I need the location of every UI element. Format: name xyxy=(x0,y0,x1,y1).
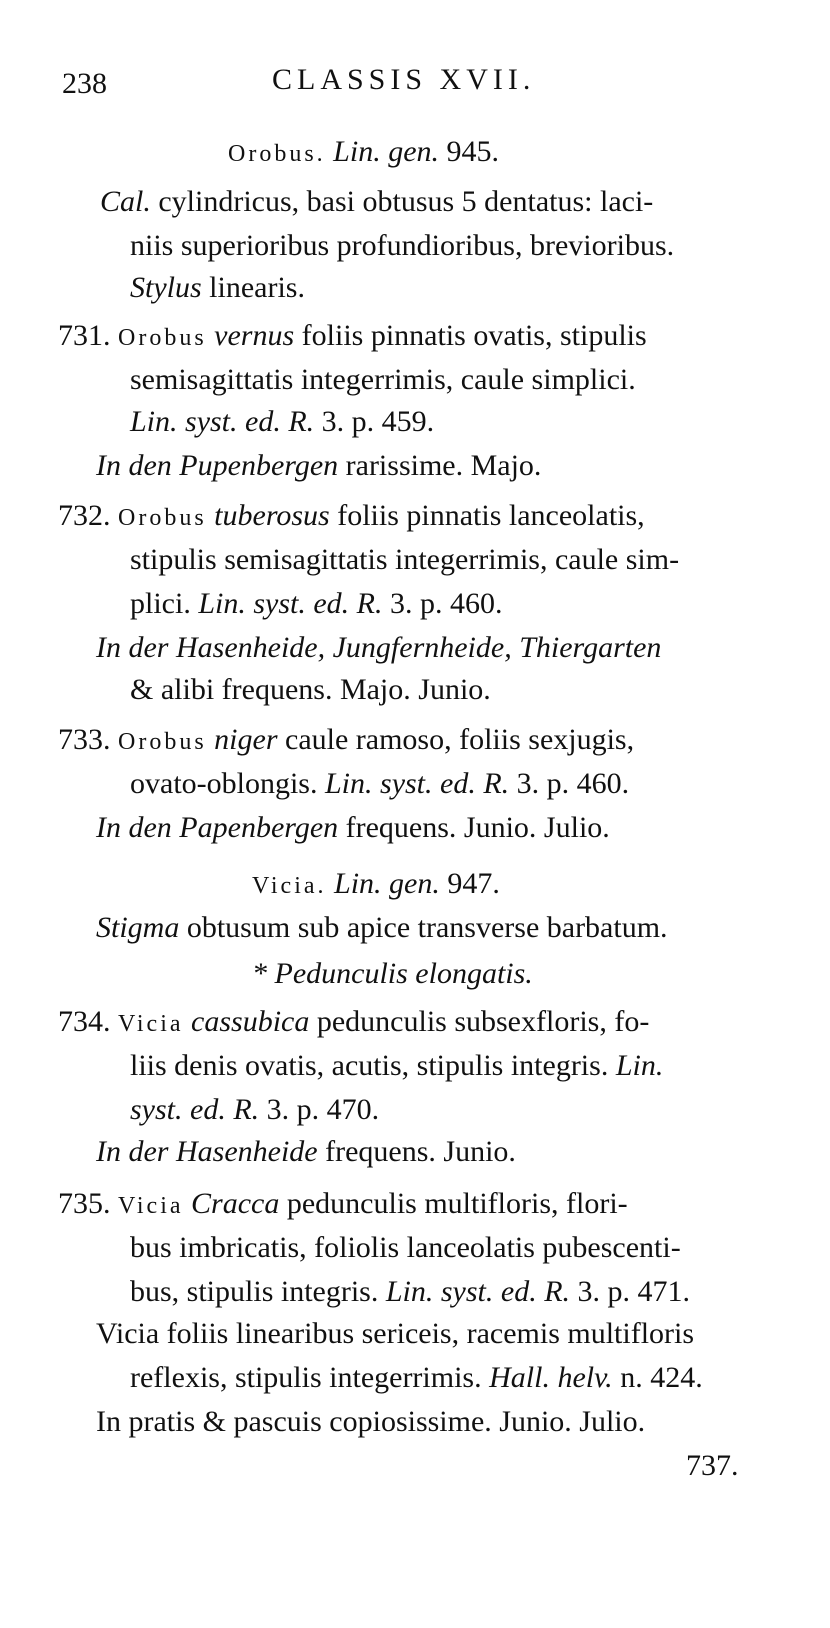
entry-number: 733. xyxy=(58,723,111,756)
entry-731-habitat xyxy=(96,448,541,484)
description-text: cylindricus, basi obtusus 5 dentatus: laci- xyxy=(158,185,654,218)
entry-733-line xyxy=(58,722,634,760)
reference: Lin. xyxy=(615,1049,664,1082)
reference-page: 3. p. 459. xyxy=(321,405,435,438)
reference: syst. ed. R. xyxy=(130,1093,260,1126)
entry-734-line xyxy=(130,1048,663,1084)
entry-genus: Vicia xyxy=(118,1011,184,1037)
entry-733-line xyxy=(130,766,629,802)
entry-734-habitat xyxy=(96,1134,516,1170)
term-label: Cal. xyxy=(100,185,151,218)
subsection-heading: * Pedunculis elongatis. xyxy=(252,957,533,990)
entry-text: foliis pinnatis ovatis, stipulis xyxy=(301,319,647,352)
habitat-text: frequens. Junio. Julio. xyxy=(345,811,610,844)
genus-name: Vicia. xyxy=(252,873,327,899)
entry-genus: Orobus xyxy=(118,325,207,351)
entry-species: Cracca xyxy=(191,1187,280,1220)
genus-description-line: niis superioribus profundioribus, brevioribus. xyxy=(130,229,675,262)
entry-731-line xyxy=(58,318,647,356)
entry-732-line xyxy=(58,498,645,536)
genus-name: Orobus. xyxy=(228,141,326,167)
habitat-place: In den Pupenbergen xyxy=(96,449,339,482)
entry-735-line xyxy=(130,1274,690,1310)
reference: Hall. helv. xyxy=(489,1361,613,1394)
reference: Lin. syst. ed. R. xyxy=(385,1275,571,1308)
entry-number: 732. xyxy=(58,499,111,532)
reference: Lin. syst. ed. R. xyxy=(130,405,315,438)
genus-reference: Lin. gen. xyxy=(333,135,440,168)
description-text: obtusum sub apice transverse barbatum. xyxy=(186,911,668,944)
genus-heading-orobus xyxy=(228,134,499,172)
entry-733-habitat xyxy=(96,810,610,846)
entry-text: caule ramoso, foliis sexjugis, xyxy=(285,723,635,756)
reference-page: 3. p. 470. xyxy=(266,1093,380,1126)
entry-732-habitat: & alibi frequens. Majo. Junio. xyxy=(130,673,491,706)
entry-species: cassubica xyxy=(191,1005,310,1038)
entry-734-line xyxy=(58,1004,649,1042)
reference-page: n. 424. xyxy=(620,1361,703,1394)
reference-page: 3. p. 460. xyxy=(516,767,630,800)
term-label: Stylus xyxy=(130,271,202,304)
term-label: Stigma xyxy=(96,911,180,944)
reference: Lin. syst. ed. R. xyxy=(325,767,510,800)
genus-number: 947. xyxy=(447,867,500,900)
entry-734-line xyxy=(130,1092,379,1128)
entry-735-synonym xyxy=(130,1360,703,1396)
entry-text: pedunculis multifloris, flori- xyxy=(286,1187,628,1220)
reference-page: 3. p. 471. xyxy=(577,1275,691,1308)
entry-text: pedunculis subsexfloris, fo- xyxy=(316,1005,650,1038)
entry-number: 734. xyxy=(58,1005,111,1038)
entry-735-habitat: In pratis & pascuis copiosissime. Junio. Julio. xyxy=(96,1405,646,1438)
entry-732-line: stipulis semisagittatis integerrimis, caule sim- xyxy=(130,543,680,576)
habitat-text: frequens. Junio. xyxy=(325,1135,516,1168)
running-title: CLASSIS XVII. xyxy=(272,63,536,96)
reference-page: 3. p. 460. xyxy=(390,587,503,620)
genus-number: 945. xyxy=(446,135,500,168)
genus-description-line xyxy=(100,184,653,220)
synonym-text: reflexis, stipulis integerrimis. xyxy=(130,1361,482,1394)
genus-description-line xyxy=(130,270,305,306)
description-text: linearis. xyxy=(209,271,305,304)
entry-genus: Orobus xyxy=(118,505,207,531)
entry-732-habitat: In der Hasenheide, Jungfernheide, Thiergarten xyxy=(96,631,662,664)
page-number: 238 xyxy=(62,67,107,100)
entry-number: 731. xyxy=(58,319,111,352)
habitat-text: rarissime. Majo. xyxy=(345,449,542,482)
catchword: 737. xyxy=(686,1449,739,1482)
entry-text: ovato-oblongis. xyxy=(130,767,318,800)
entry-text: bus, stipulis integris. xyxy=(130,1275,379,1308)
habitat-place: In der Hasenheide xyxy=(96,1135,318,1168)
entry-genus: Vicia xyxy=(118,1193,184,1219)
entry-731-line: semisagittatis integerrimis, caule simplici. xyxy=(130,363,636,396)
entry-735-synonym: Vicia foliis linearibus sericeis, racemis multifloris xyxy=(96,1317,695,1350)
entry-species: niger xyxy=(214,723,278,756)
entry-735-line xyxy=(58,1186,628,1224)
reference: Lin. syst. ed. R. xyxy=(198,587,383,620)
genus-description-line xyxy=(96,910,668,946)
entry-species: tuberosus xyxy=(214,499,330,532)
entry-735-line: bus imbricatis, foliolis lanceolatis pubescenti- xyxy=(130,1231,681,1264)
entry-text: foliis pinnatis lanceolatis, xyxy=(337,499,645,532)
entry-732-line xyxy=(130,586,503,622)
entry-species: vernus xyxy=(214,319,295,352)
habitat-place: In den Papenbergen xyxy=(96,811,339,844)
entry-text: liis denis ovatis, acutis, stipulis integris. xyxy=(130,1049,609,1082)
entry-731-line xyxy=(130,404,434,440)
genus-heading-vicia xyxy=(252,866,500,904)
genus-reference: Lin. gen. xyxy=(334,867,440,900)
entry-genus: Orobus xyxy=(118,729,207,755)
entry-text: plici. xyxy=(130,587,191,620)
entry-number: 735. xyxy=(58,1187,111,1220)
